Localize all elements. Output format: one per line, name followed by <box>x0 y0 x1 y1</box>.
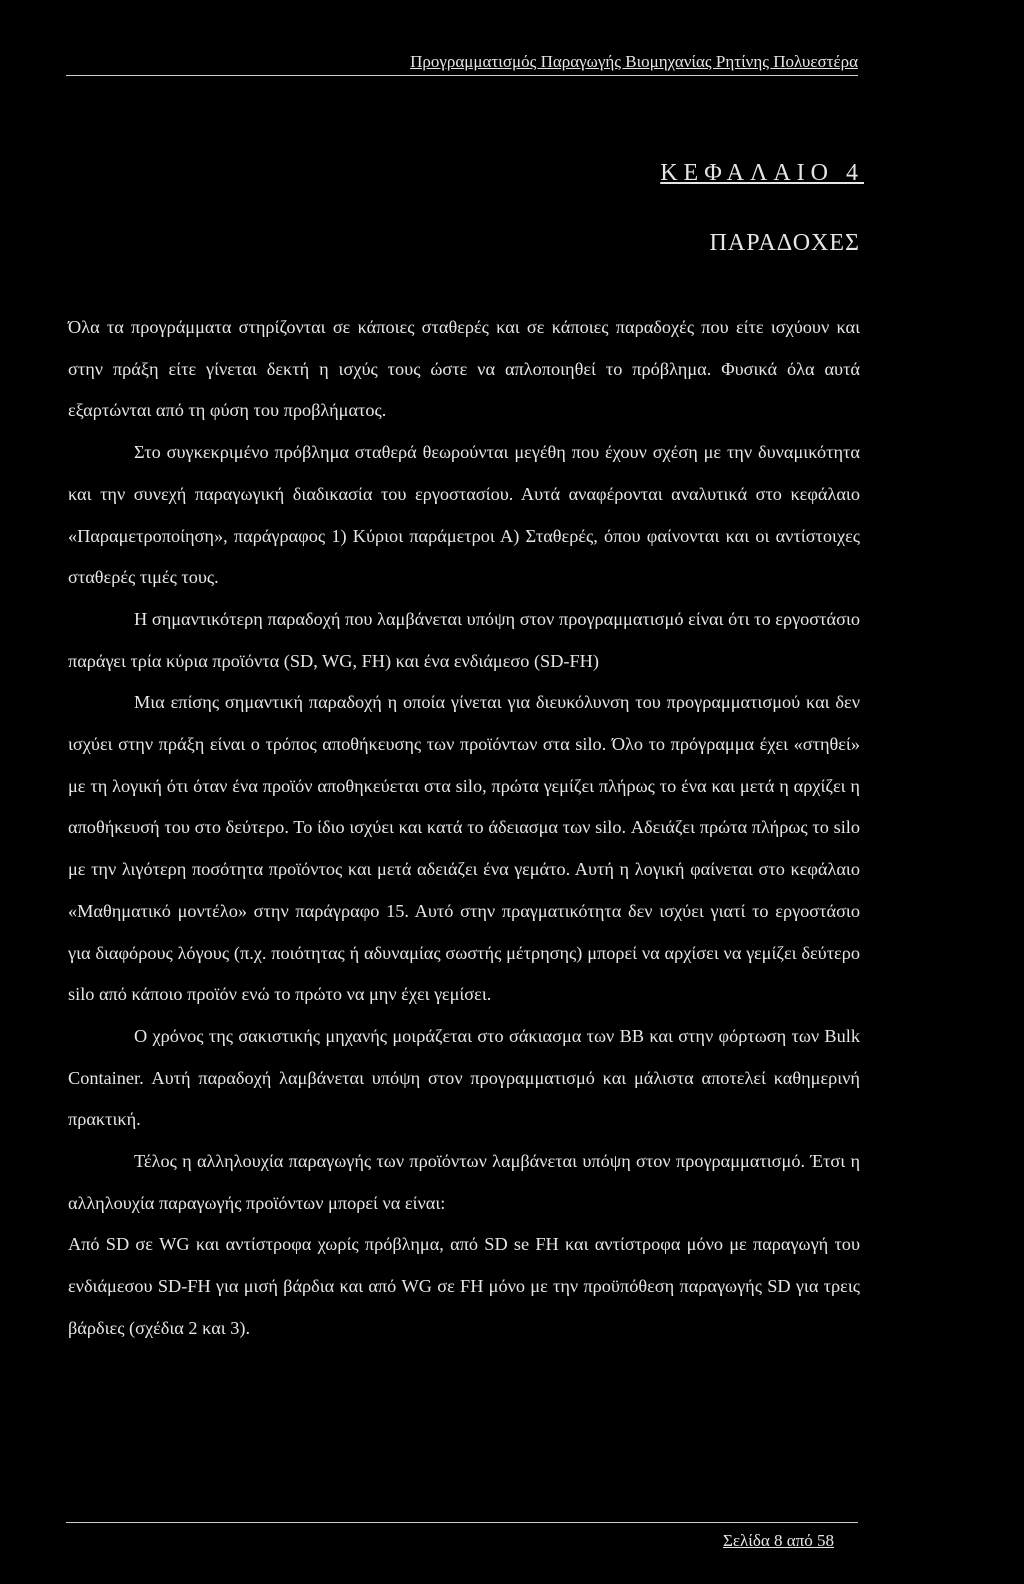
chapter-heading: ΚΕΦΑΛΑΙΟ 4 <box>660 160 864 186</box>
paragraph-transitions: Από SD σε WG και αντίστροφα χωρίς πρόβλημα, από SD se FH και αντίστροφα μόνο με παραγωγή του ενδιάμεσου SD-FH για μισή βάρδια και από WG σε FH μόνο με την προϋπόθεση παραγωγής SD για τρεις βάρδιες (σχέδια 2 και 3). <box>68 1234 860 1338</box>
paragraph-silo: Μια επίσης σημαντική παραδοχή η οποία γίνεται για διευκόλυνση του προγραμματισμού και δεν ισχύει στην πράξη είναι ο τρόπος αποθήκευσης των προϊόντων στα silo. Όλο το πρόγραμμα έχει «στηθεί» με τη λογική ότι όταν ένα προϊόν αποθηκεύεται στα silo, πρώτα γεμίζει πλήρως το ένα και μετά η αρχίζει η αποθήκευσή του στο δεύτερο. Το ίδιο ισχύει και κατά το άδειασμα των silo. Αδειάζει πρώτα πλήρως το silo με την λιγότερη ποσότητα προϊόντος και μετά αδειάζει ένα γεμάτο. Αυτή η λογική φαίνεται στο κεφάλαιο «Μαθηματικό μοντέλο» στην παράγραφο 15. Αυτό στην πραγματικότητα δεν ισχύει γιατί το εργοστάσιο για διαφόρους λόγους (π.χ. ποιότητας ή αδυναμίας σωστής μέτρησης) μπορεί να αρχίσει να γεμίζει δεύτερο silo από κάποιο προϊόν ενώ το πρώτο να μην έχει γεμίσει. <box>68 692 860 1005</box>
paragraph-constants: Στο συγκεκριμένο πρόβλημα σταθερά θεωρούνται μεγέθη που έχουν σχέση με την δυναμικότητα και την συνεχή παραγωγική διαδικασία του εργοστασίου. Αυτά αναφέρονται αναλυτικά στο κεφάλαιο «Παραμετροποίηση», παράγραφος 1) Κύριοι παράμετροι Α) Σταθερές, όπου φαίνονται και οι αντίστοιχες σταθερές τιμές τους. <box>68 442 860 588</box>
header-rule <box>66 75 858 76</box>
chapter-subtitle: ΠΑΡΑΔΟΧΕΣ <box>709 230 860 256</box>
running-header: Προγραμματισμός Παραγωγής Βιομηχανίας Ρητίνης Πολυεστέρα <box>410 52 858 71</box>
footer-rule <box>66 1522 858 1523</box>
body-text <box>68 307 860 1350</box>
paragraph-products: Η σημαντικότερη παραδοχή που λαμβάνεται υπόψη στον προγραμματισμό είναι ότι το εργοστάσιο παράγει τρία κύρια προϊόντα (SD, WG, FH) και ένα ενδιάμεσο (SD-FH) <box>68 608 860 671</box>
paragraph-sequence: Τέλος η αλληλουχία παραγωγής των προϊόντων λαμβάνεται υπόψη στον προγραμματισμό. Έτσι η αλληλουχία παραγωγής προϊόντων μπορεί να είναι: <box>68 1151 860 1213</box>
paragraph-intro: Όλα τα προγράμματα στηρίζονται σε κάποιες σταθερές και σε κάποιες παραδοχές που είτε ισχύουν και στην πράξη είτε γίνεται δεκτή η ισχύς τους ώστε να απλοποιηθεί το πρόβλημα. Φυσικά όλα αυτά εξαρτώνται από τη φύση του προβλήματος. <box>68 317 860 421</box>
paragraph-bagging: Ο χρόνος της σακιστικής μηχανής μοιράζεται στο σάκιασμα των BB και στην φόρτωση των Bulk Container. Αυτή παραδοχή λαμβάνεται υπόψη στον προγραμματισμό και μάλιστα αποτελεί καθημερινή πρακτική. <box>68 1025 860 1130</box>
page-number: Σελίδα 8 από 58 <box>722 1531 834 1550</box>
